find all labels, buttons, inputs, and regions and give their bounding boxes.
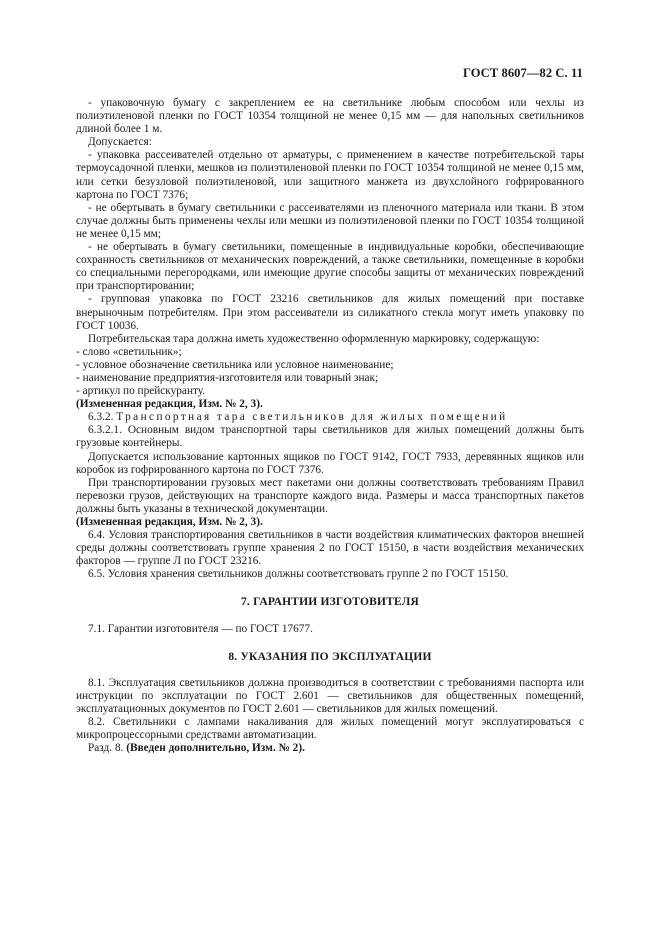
paragraph: - артикул по прейскуранту. bbox=[76, 385, 206, 398]
paragraph: При транспортировании грузовых мест пакетами они должны соответствовать требованиям Правил перевозки грузов, действующих на транспорте каждого вида. Размеры и масса транспортных пакетов должны быть указаны в технической документации. bbox=[76, 476, 584, 515]
section-7-title: 7. ГАРАНТИИ ИЗГОТОВИТЕЛЯ bbox=[240, 596, 420, 609]
paragraph: Потребительская тара должна иметь художественно оформленную маркировку, содержащую: bbox=[88, 332, 540, 345]
paragraph: 6.3.2.1. Основным видом транспортной тары светильников для жилых помещений должны быть грузовые контейнеры. bbox=[76, 424, 584, 450]
document-body bbox=[76, 97, 584, 755]
paragraph: - наименование предприятия-изготовителя или товарный знак; bbox=[76, 371, 379, 384]
paragraph: 6.5. Условия хранения светильников должны соответствовать группе 2 по ГОСТ 15150. bbox=[88, 568, 509, 581]
packaging-text-block bbox=[76, 97, 584, 411]
page-header: ГОСТ 8607—82 С. 11 bbox=[462, 66, 583, 80]
paragraph: - не обертывать в бумагу светильники с рассеивателями из пленочного материала или ткани. В этом случае должны быть применены чехлы или мешки из полиэтиленовой пленки по ГОСТ 10354 толщиной не менее 0,15 мм; bbox=[76, 201, 584, 240]
paragraph: (Измененная редакция, Изм. № 2, 3). bbox=[76, 516, 263, 528]
paragraph: - условное обозначение светильника или условное наименование; bbox=[76, 358, 394, 371]
paragraph: - не обертывать в бумагу светильники, помещенные в индивидуальные коробки, обеспечивающие сохранность светильников от механических повреждений, а также светильники, помещенные в коробки со специальными перегородками, или имеющие другие способы защиты от механических повреждений при транспортировании; bbox=[76, 241, 584, 293]
paragraph: - упаковка рассеивателей отдельно от арматуры, с применением в качестве потребительской тары термоусадочной пленки, мешков из полиэтиленовой пленки по ГОСТ 10354 толщиной не менее 0,15 мм, или сетки безузловой полиэтиленовой, или защитного манжета из двухслойного гофрированного картона по ГОСТ 7376; bbox=[76, 149, 584, 201]
paragraph: 8.2. Светильники с лампами накаливания для жилых помещений могут эксплуатироваться с микропроцессорными средствами автоматизации. bbox=[76, 716, 584, 742]
paragraph: - слово «светильник»; bbox=[76, 345, 182, 358]
paragraph: 6.4. Условия транспортирования светильников в части воздействия климатических факторов внешней среды должны соответствовать группе хранения 2 по ГОСТ 15150, в части воздействия механических факторов — группе Л по ГОСТ 23216. bbox=[76, 529, 584, 568]
paragraph: Допускается использование картонных ящиков по ГОСТ 9142, ГОСТ 7933, деревянных ящиков или коробок из гофрированного картона по ГОСТ 7376. bbox=[76, 450, 584, 476]
transport-text-block bbox=[76, 424, 584, 581]
section-8-text bbox=[76, 677, 584, 742]
note-bold: (Введен дополнительно, Изм. № 2). bbox=[126, 742, 305, 755]
paragraph: Допускается: bbox=[88, 136, 152, 149]
paragraph: 7.1. Гарантии изготовителя — по ГОСТ 17677. bbox=[88, 622, 313, 635]
paragraph: (Измененная редакция, Изм. № 2, 3). bbox=[76, 398, 263, 411]
paragraph: - упаковочную бумагу с закреплением ее на светильнике любым способом или чехлы из полиэтиленовой пленки по ГОСТ 10354 толщиной не менее 0,15 мм — для напольных светильников длиной более 1 м. bbox=[76, 97, 584, 136]
paragraph: 8.1. Эксплуатация светильников должна производиться в соответствии с требованиями паспорта или инструкции по эксплуатации по ГОСТ 2.601 — светильников для общественных помещений, эксплуатационных документов по ГОСТ 2.601 — светильников для жилых помещений. bbox=[76, 676, 584, 715]
clause-6-3-2-heading bbox=[76, 411, 584, 424]
section-8-title: 8. УКАЗАНИЯ ПО ЭКСПЛУАТАЦИИ bbox=[228, 650, 432, 663]
clause-title: Транспортная тара светильников для жилых помещений bbox=[116, 411, 508, 424]
section-8-note bbox=[76, 742, 584, 755]
section-7-text bbox=[76, 623, 584, 636]
note-lead: Разд. 8. bbox=[88, 742, 124, 755]
paragraph: - групповая упаковка по ГОСТ 23216 светильников для жилых помещений при поставке внерыночным потребителям. При этом рассеиватели из силикатного стекла могут иметь упаковку по ГОСТ 10036. bbox=[76, 293, 584, 332]
clause-number: 6.3.2. bbox=[88, 411, 114, 424]
